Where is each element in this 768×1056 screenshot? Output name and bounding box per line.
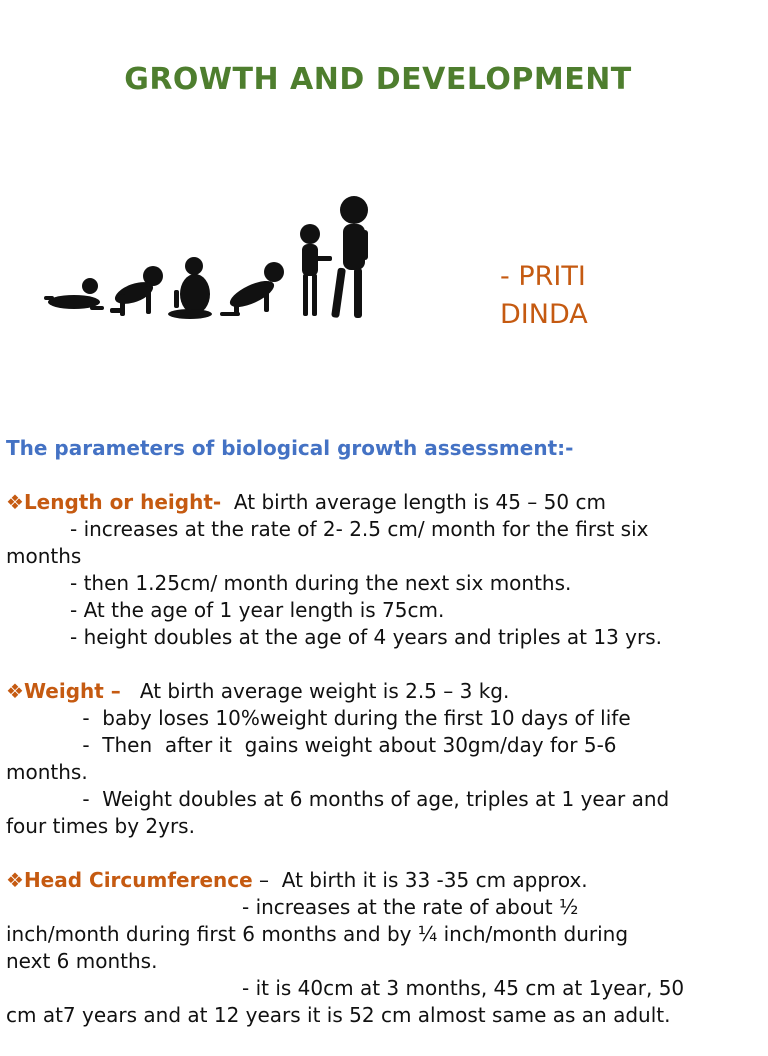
head-circumference-section [6,867,762,1029]
crawling-baby-silhouette [110,266,163,316]
standing-toddler-silhouette [300,224,332,316]
author-name [500,258,588,334]
walking-child-silhouette [331,196,368,318]
list-item: months [6,544,82,568]
diamond-bullet-icon: ❖ [6,490,24,514]
diamond-bullet-icon: ❖ [6,679,24,703]
list-item: inch/month during first 6 months and by ¼ inch/month during [6,922,629,946]
diamond-bullet-icon: ❖ [6,868,24,892]
lying-baby-silhouette [44,278,104,310]
growth-silhouettes-image [40,190,380,325]
list-item: months. [6,760,88,784]
head-circumference-heading: Head Circumference [23,868,253,892]
list-item: - increases at the rate of about ½ [242,895,579,919]
head-first-line: – At birth it is 33 -35 cm approx. [252,868,588,892]
crawling-baby-2-silhouette [220,262,284,316]
author-line-1: - PRITI [500,261,586,292]
list-item: - Weight doubles at 6 months of age, triples at 1 year and [76,787,670,811]
list-item: - it is 40cm at 3 months, 45 cm at 1year, 50 [242,976,685,1000]
list-item: - then 1.25cm/ month during the next six months. [70,571,572,595]
page-title: GROWTH AND DEVELOPMENT [124,62,632,97]
list-item: - At the age of 1 year length is 75cm. [70,598,445,622]
list-item: next 6 months. [6,949,158,973]
length-heading: Length or height- [23,490,222,514]
intro-heading: The parameters of biological growth assessment:- [6,436,574,460]
length-section [6,489,762,651]
weight-first-line: At birth average weight is 2.5 – 3 kg. [120,679,510,703]
weight-section [6,678,762,840]
list-item: - Then after it gains weight about 30gm/day for 5-6 [76,733,617,757]
list-item: - increases at the rate of 2- 2.5 cm/ month for the first six [70,517,649,541]
sitting-baby-silhouette [168,257,212,319]
list-item: - height doubles at the age of 4 years and triples at 13 yrs. [70,625,663,649]
length-first-line: At birth average length is 45 – 50 cm [221,490,606,514]
silhouette-group [44,196,368,319]
list-item: - baby loses 10%weight during the first 10 days of life [76,706,631,730]
list-item: cm at7 years and at 12 years it is 52 cm almost same as an adult. [6,1003,671,1027]
author-line-2: DINDA [500,299,588,330]
main-content [6,435,762,1056]
weight-heading: Weight – [23,679,121,703]
list-item: four times by 2yrs. [6,814,195,838]
